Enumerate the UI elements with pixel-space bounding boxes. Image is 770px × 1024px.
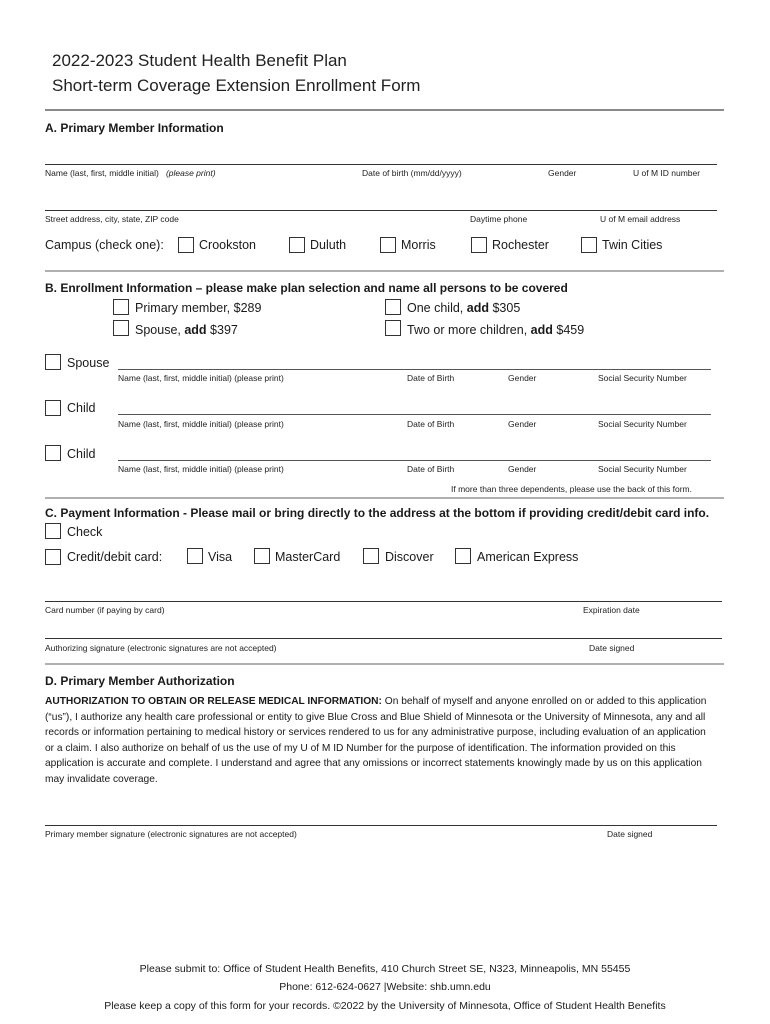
email-label: U of M email address bbox=[600, 214, 681, 224]
campus-crookston-label: Crookston bbox=[199, 238, 256, 252]
visa-checkbox[interactable] bbox=[187, 548, 203, 564]
payment-date-signed-label: Date signed bbox=[589, 643, 635, 653]
form-title-line2: Short-term Coverage Extension Enrollment Form bbox=[52, 76, 421, 95]
dep3-dob-label: Date of Birth bbox=[407, 464, 455, 474]
dep3-gender-label: Gender bbox=[508, 464, 537, 474]
credit-card-checkbox[interactable] bbox=[45, 549, 61, 565]
dependent-child2-line[interactable] bbox=[118, 460, 711, 461]
form-title-line1: 2022-2023 Student Health Benefit Plan bbox=[52, 51, 347, 70]
authorizing-signature-label: Authorizing signature (electronic signatures are not accepted) bbox=[45, 643, 277, 653]
address-label: Street address, city, state, ZIP code bbox=[45, 214, 179, 224]
campus-morris-label: Morris bbox=[401, 238, 436, 252]
dependent-spouse-label: Spouse bbox=[67, 356, 110, 370]
discover-label: Discover bbox=[385, 550, 434, 564]
campus-rochester-label: Rochester bbox=[492, 238, 549, 252]
member-date-signed-label: Date signed bbox=[607, 829, 653, 839]
check-label: Check bbox=[67, 525, 103, 539]
dep1-ssn-label: Social Security Number bbox=[598, 373, 687, 383]
dep3-ssn-label: Social Security Number bbox=[598, 464, 687, 474]
primary-info-line-2[interactable] bbox=[45, 210, 717, 211]
footer-contact: Phone: 612-624-0627 |Website: shb.umn.edu bbox=[279, 981, 491, 993]
footer-submit-address: Please submit to: Office of Student Health Benefits, 410 Church Street SE, N323, Minneapolis, MN 55455 bbox=[139, 963, 631, 975]
primary-info-line-1[interactable] bbox=[45, 164, 717, 165]
dependents-note: If more than three dependents, please use the back of this form. bbox=[451, 484, 692, 494]
dependent-child1-line[interactable] bbox=[118, 414, 711, 415]
plan-spouse-checkbox[interactable] bbox=[113, 320, 129, 336]
footer-copyright: Please keep a copy of this form for your records. ©2022 by the University of Minnesota, Office of Student Health Benefits bbox=[104, 1000, 666, 1012]
gender-label: Gender bbox=[548, 168, 577, 178]
american-express-checkbox[interactable] bbox=[455, 548, 471, 564]
campus-duluth-checkbox[interactable] bbox=[289, 237, 305, 253]
section-d-heading: D. Primary Member Authorization bbox=[45, 674, 235, 688]
card-number-label: Card number (if paying by card) bbox=[45, 605, 165, 615]
dep3-name-label: Name (last, first, middle initial) (please print) bbox=[118, 464, 284, 474]
card-number-line[interactable] bbox=[45, 601, 722, 602]
dependent-spouse-checkbox[interactable] bbox=[45, 354, 61, 370]
dependent-child2-checkbox[interactable] bbox=[45, 445, 61, 461]
campus-crookston-checkbox[interactable] bbox=[178, 237, 194, 253]
dep2-gender-label: Gender bbox=[508, 419, 537, 429]
dep2-name-label: Name (last, first, middle initial) (please print) bbox=[118, 419, 284, 429]
dep1-dob-label: Date of Birth bbox=[407, 373, 455, 383]
authorizing-signature-line[interactable] bbox=[45, 638, 722, 639]
plan-primary-label: Primary member, $289 bbox=[135, 301, 262, 315]
section-c-heading: C. Payment Information - Please mail or bring directly to the address at the bottom if providing credit/debit card info. bbox=[45, 506, 710, 520]
dep1-gender-label: Gender bbox=[508, 373, 537, 383]
header-divider bbox=[45, 109, 724, 111]
mastercard-checkbox[interactable] bbox=[254, 548, 270, 564]
expiration-label: Expiration date bbox=[583, 605, 640, 615]
american-express-label: American Express bbox=[477, 550, 579, 564]
dep1-name-label: Name (last, first, middle initial) (please print) bbox=[118, 373, 284, 383]
section-a-heading: A. Primary Member Information bbox=[45, 121, 224, 135]
campus-twin-cities-label: Twin Cities bbox=[602, 238, 663, 252]
phone-label: Daytime phone bbox=[470, 214, 528, 224]
campus-rochester-checkbox[interactable] bbox=[471, 237, 487, 253]
plan-primary-checkbox[interactable] bbox=[113, 299, 129, 315]
plan-one-child-label: One child, add $305 bbox=[407, 301, 521, 315]
dep2-ssn-label: Social Security Number bbox=[598, 419, 687, 429]
dependent-child1-label: Child bbox=[67, 401, 96, 415]
plan-one-child-checkbox[interactable] bbox=[385, 299, 401, 315]
campus-morris-checkbox[interactable] bbox=[380, 237, 396, 253]
umid-label: U of M ID number bbox=[633, 168, 701, 178]
member-signature-line[interactable] bbox=[45, 825, 717, 826]
plan-two-children-checkbox[interactable] bbox=[385, 320, 401, 336]
visa-label: Visa bbox=[208, 550, 233, 564]
member-signature-label: Primary member signature (electronic signatures are not accepted) bbox=[45, 829, 297, 839]
dob-label: Date of birth (mm/dd/yyyy) bbox=[362, 168, 462, 178]
section-b-divider bbox=[45, 497, 724, 499]
campus-twin-cities-checkbox[interactable] bbox=[581, 237, 597, 253]
campus-label: Campus (check one): bbox=[45, 238, 164, 252]
dependent-child1-checkbox[interactable] bbox=[45, 400, 61, 416]
plan-two-children-label: Two or more children, add $459 bbox=[407, 323, 585, 337]
authorization-paragraph: AUTHORIZATION TO OBTAIN OR RELEASE MEDICAL INFORMATION: On behalf of myself and anyone enrolled on or added to this application (“us”), I authorize any health care professional or entity to give Blue Cross and Blue Shield of Minnesota or the University of Minnesota, any and all records or information pertaining to medical history or services rendered to us for any administrative purpose, including evaluation of an application or a claim. I also authorize on behalf of us the use of my U of M ID Number for the purpose of identification. The information provided on this application is accurate and complete. I understand and agree that any omissions or incorrect statements knowingly made by us on this application may invalidate coverage. bbox=[45, 696, 707, 785]
discover-checkbox[interactable] bbox=[363, 548, 379, 564]
dependent-spouse-line[interactable] bbox=[118, 369, 711, 370]
dep2-dob-label: Date of Birth bbox=[407, 419, 455, 429]
dependent-child2-label: Child bbox=[67, 447, 96, 461]
plan-spouse-label: Spouse, add $397 bbox=[135, 323, 238, 337]
section-a-divider bbox=[45, 270, 724, 272]
section-b-heading: B. Enrollment Information – please make plan selection and name all persons to be covered bbox=[45, 281, 568, 295]
check-checkbox[interactable] bbox=[45, 523, 61, 539]
credit-card-label: Credit/debit card: bbox=[67, 550, 163, 564]
mastercard-label: MasterCard bbox=[275, 550, 341, 564]
campus-duluth-label: Duluth bbox=[310, 238, 347, 252]
name-label: Name (last, first, middle initial) (please print) bbox=[45, 168, 216, 178]
section-c-divider bbox=[45, 663, 724, 665]
